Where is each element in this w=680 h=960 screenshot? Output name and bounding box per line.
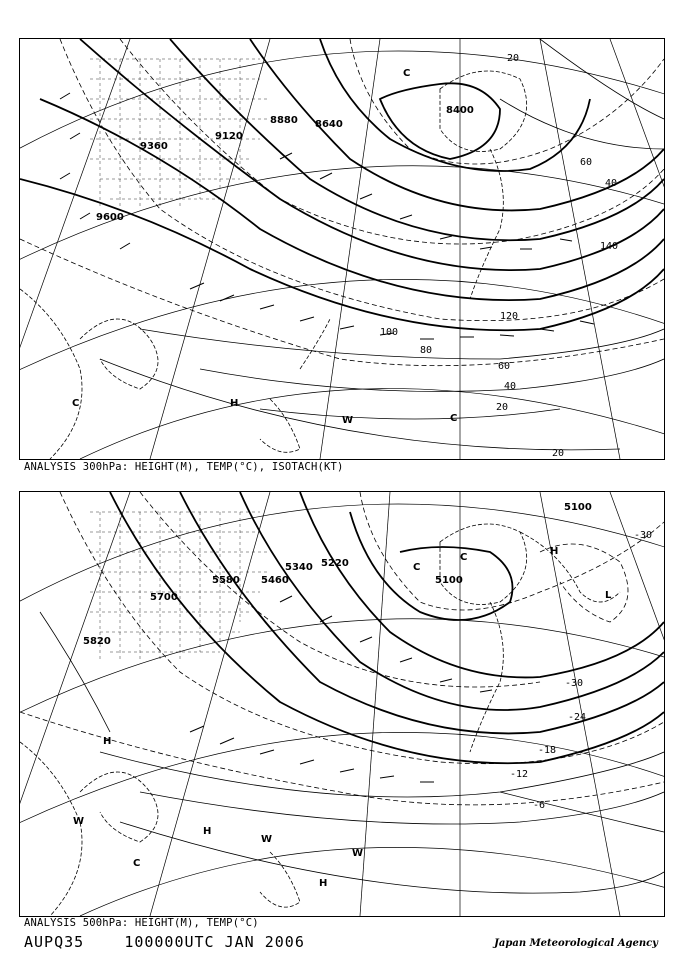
- center-marker: W: [352, 848, 364, 859]
- center-marker: L: [605, 590, 612, 601]
- center-marker: H: [103, 736, 112, 747]
- height-label-5580: 5580: [212, 575, 240, 586]
- temp-label: -6: [533, 800, 546, 811]
- analysis-500hpa-map: [19, 491, 665, 917]
- temp-label: -18: [538, 745, 557, 756]
- isotach-label: 40: [605, 178, 618, 189]
- height-label-8640: 8640: [315, 119, 343, 130]
- height-label-8400: 8400: [446, 105, 474, 116]
- product-line: [24, 933, 305, 951]
- center-marker: C: [403, 68, 411, 79]
- caption-300hpa: ANALYSIS 300hPa: HEIGHT(M), TEMP(°C), ISOTACH(KT): [24, 461, 344, 473]
- center-marker: H: [230, 398, 239, 409]
- isotach-label: 120: [500, 311, 519, 322]
- map-500hpa-svg: [20, 492, 664, 916]
- graticule: [20, 492, 664, 916]
- product-code: AUPQ35: [24, 933, 85, 951]
- caption-500hpa: ANALYSIS 500hPa: HEIGHT(M), TEMP(°C): [24, 917, 259, 929]
- height-label-9600: 9600: [96, 212, 124, 223]
- center-marker: C: [450, 413, 458, 424]
- analysis-300hpa-map: [19, 38, 665, 460]
- graticule: [20, 39, 664, 459]
- valid-time: 100000UTC JAN 2006: [124, 933, 305, 951]
- height-label-5100: 5100: [564, 502, 592, 513]
- wind-barbs: [190, 596, 492, 782]
- height-label-5700: 5700: [150, 592, 178, 603]
- isotach-label: 20: [552, 448, 565, 459]
- isotach-label: 40: [504, 381, 517, 392]
- isotach-label: 100: [380, 327, 399, 338]
- height-label-5460: 5460: [261, 575, 289, 586]
- temp-label: -12: [510, 769, 529, 780]
- height-label-5820: 5820: [83, 636, 111, 647]
- temp-label: -30: [634, 530, 653, 541]
- center-marker: H: [319, 878, 328, 889]
- isotach-label: 60: [580, 157, 593, 168]
- temp-label: -30: [565, 678, 584, 689]
- temp-label: -24: [568, 712, 587, 723]
- height-label-9360: 9360: [140, 141, 168, 152]
- height-label-5340: 5340: [285, 562, 313, 573]
- isotach-label: 80: [420, 345, 433, 356]
- center-marker: C: [413, 562, 421, 573]
- height-label-9120: 9120: [215, 131, 243, 142]
- center-marker: C: [133, 858, 141, 869]
- coastline: [20, 524, 620, 916]
- isotach-label: 20: [496, 402, 509, 413]
- isotach-label: 140: [600, 241, 619, 252]
- center-marker: H: [203, 826, 212, 837]
- center-marker: W: [342, 415, 354, 426]
- center-marker: C: [460, 552, 468, 563]
- height-label-5100: 5100: [435, 575, 463, 586]
- isotach-label: 20: [507, 53, 520, 64]
- height-label-5220: 5220: [321, 558, 349, 569]
- center-marker: W: [261, 834, 273, 845]
- map-300hpa-svg: [20, 39, 664, 459]
- center-marker: H: [550, 546, 559, 557]
- agency-credit: Japan Meteorological Agency: [494, 938, 658, 949]
- height-label-8880: 8880: [270, 115, 298, 126]
- center-marker: W: [73, 816, 85, 827]
- isotherms: [20, 492, 664, 805]
- isotach-label: 60: [498, 361, 511, 372]
- center-marker: C: [72, 398, 80, 409]
